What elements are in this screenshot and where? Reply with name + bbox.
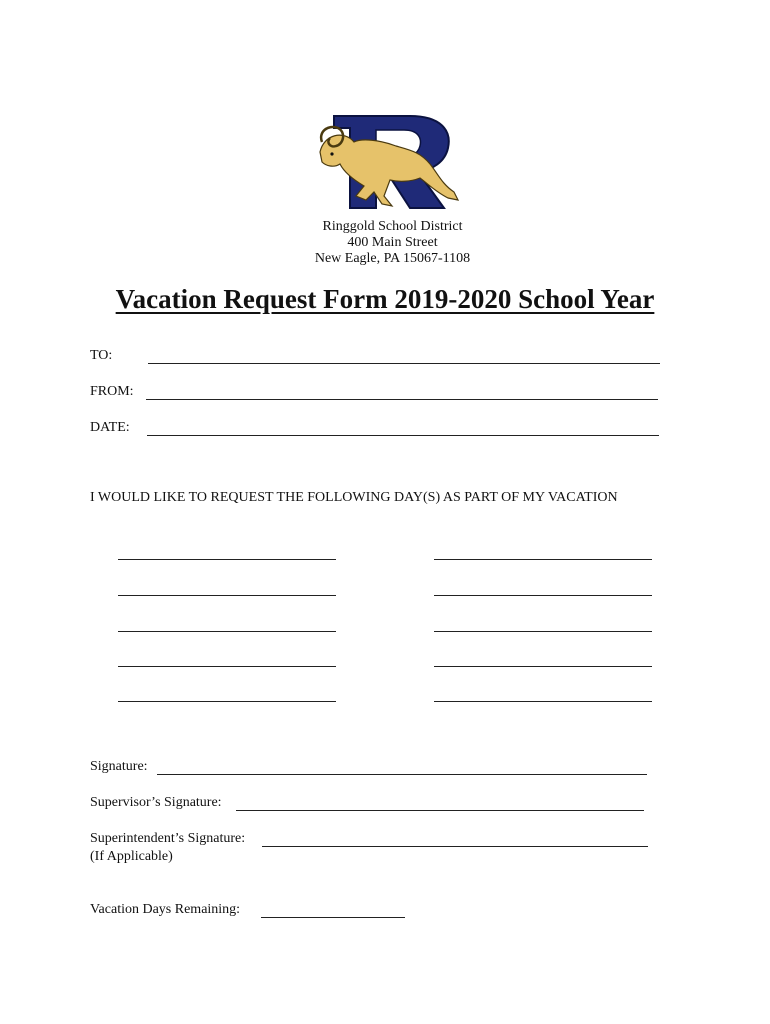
vacation-day-line[interactable]: [434, 666, 652, 667]
to-field-line[interactable]: [148, 363, 660, 364]
vacation-day-line[interactable]: [118, 701, 336, 702]
vacation-day-line[interactable]: [118, 666, 336, 667]
vacation-day-line[interactable]: [118, 595, 336, 596]
supervisor-signature-line[interactable]: [236, 810, 644, 811]
district-street: 400 Main Street: [347, 235, 438, 250]
if-applicable-note: (If Applicable): [90, 849, 173, 864]
to-label: TO:: [90, 348, 113, 363]
ram-r-logo-icon: [310, 112, 465, 217]
superintendent-signature-line[interactable]: [262, 846, 648, 847]
form-title: [0, 283, 770, 315]
vacation-day-line[interactable]: [434, 595, 652, 596]
supervisor-signature-label: Supervisor’s Signature:: [90, 795, 222, 810]
request-statement: I WOULD LIKE TO REQUEST THE FOLLOWING DAY(S) AS PART OF MY VACATION: [90, 490, 618, 505]
vacation-day-line[interactable]: [434, 701, 652, 702]
district-name: Ringgold School District: [322, 219, 463, 234]
district-logo: [310, 112, 465, 217]
district-city: New Eagle, PA 15067-1108: [314, 251, 471, 266]
from-field-line[interactable]: [146, 399, 658, 400]
date-field-line[interactable]: [147, 435, 659, 436]
vacation-days-remaining-line[interactable]: [261, 917, 405, 918]
vacation-day-line[interactable]: [118, 631, 336, 632]
from-label: FROM:: [90, 384, 134, 399]
date-label: DATE:: [90, 420, 130, 435]
vacation-days-remaining-label: Vacation Days Remaining:: [90, 902, 241, 917]
vacation-day-line[interactable]: [434, 631, 652, 632]
signature-line[interactable]: [157, 774, 647, 775]
form-title-text: Vacation Request Form 2019-2020 School Year: [115, 284, 655, 314]
superintendent-signature-label: Superintendent’s Signature:: [90, 831, 246, 846]
vacation-day-line[interactable]: [434, 559, 652, 560]
vacation-day-line[interactable]: [118, 559, 336, 560]
signature-label: Signature:: [90, 759, 148, 774]
